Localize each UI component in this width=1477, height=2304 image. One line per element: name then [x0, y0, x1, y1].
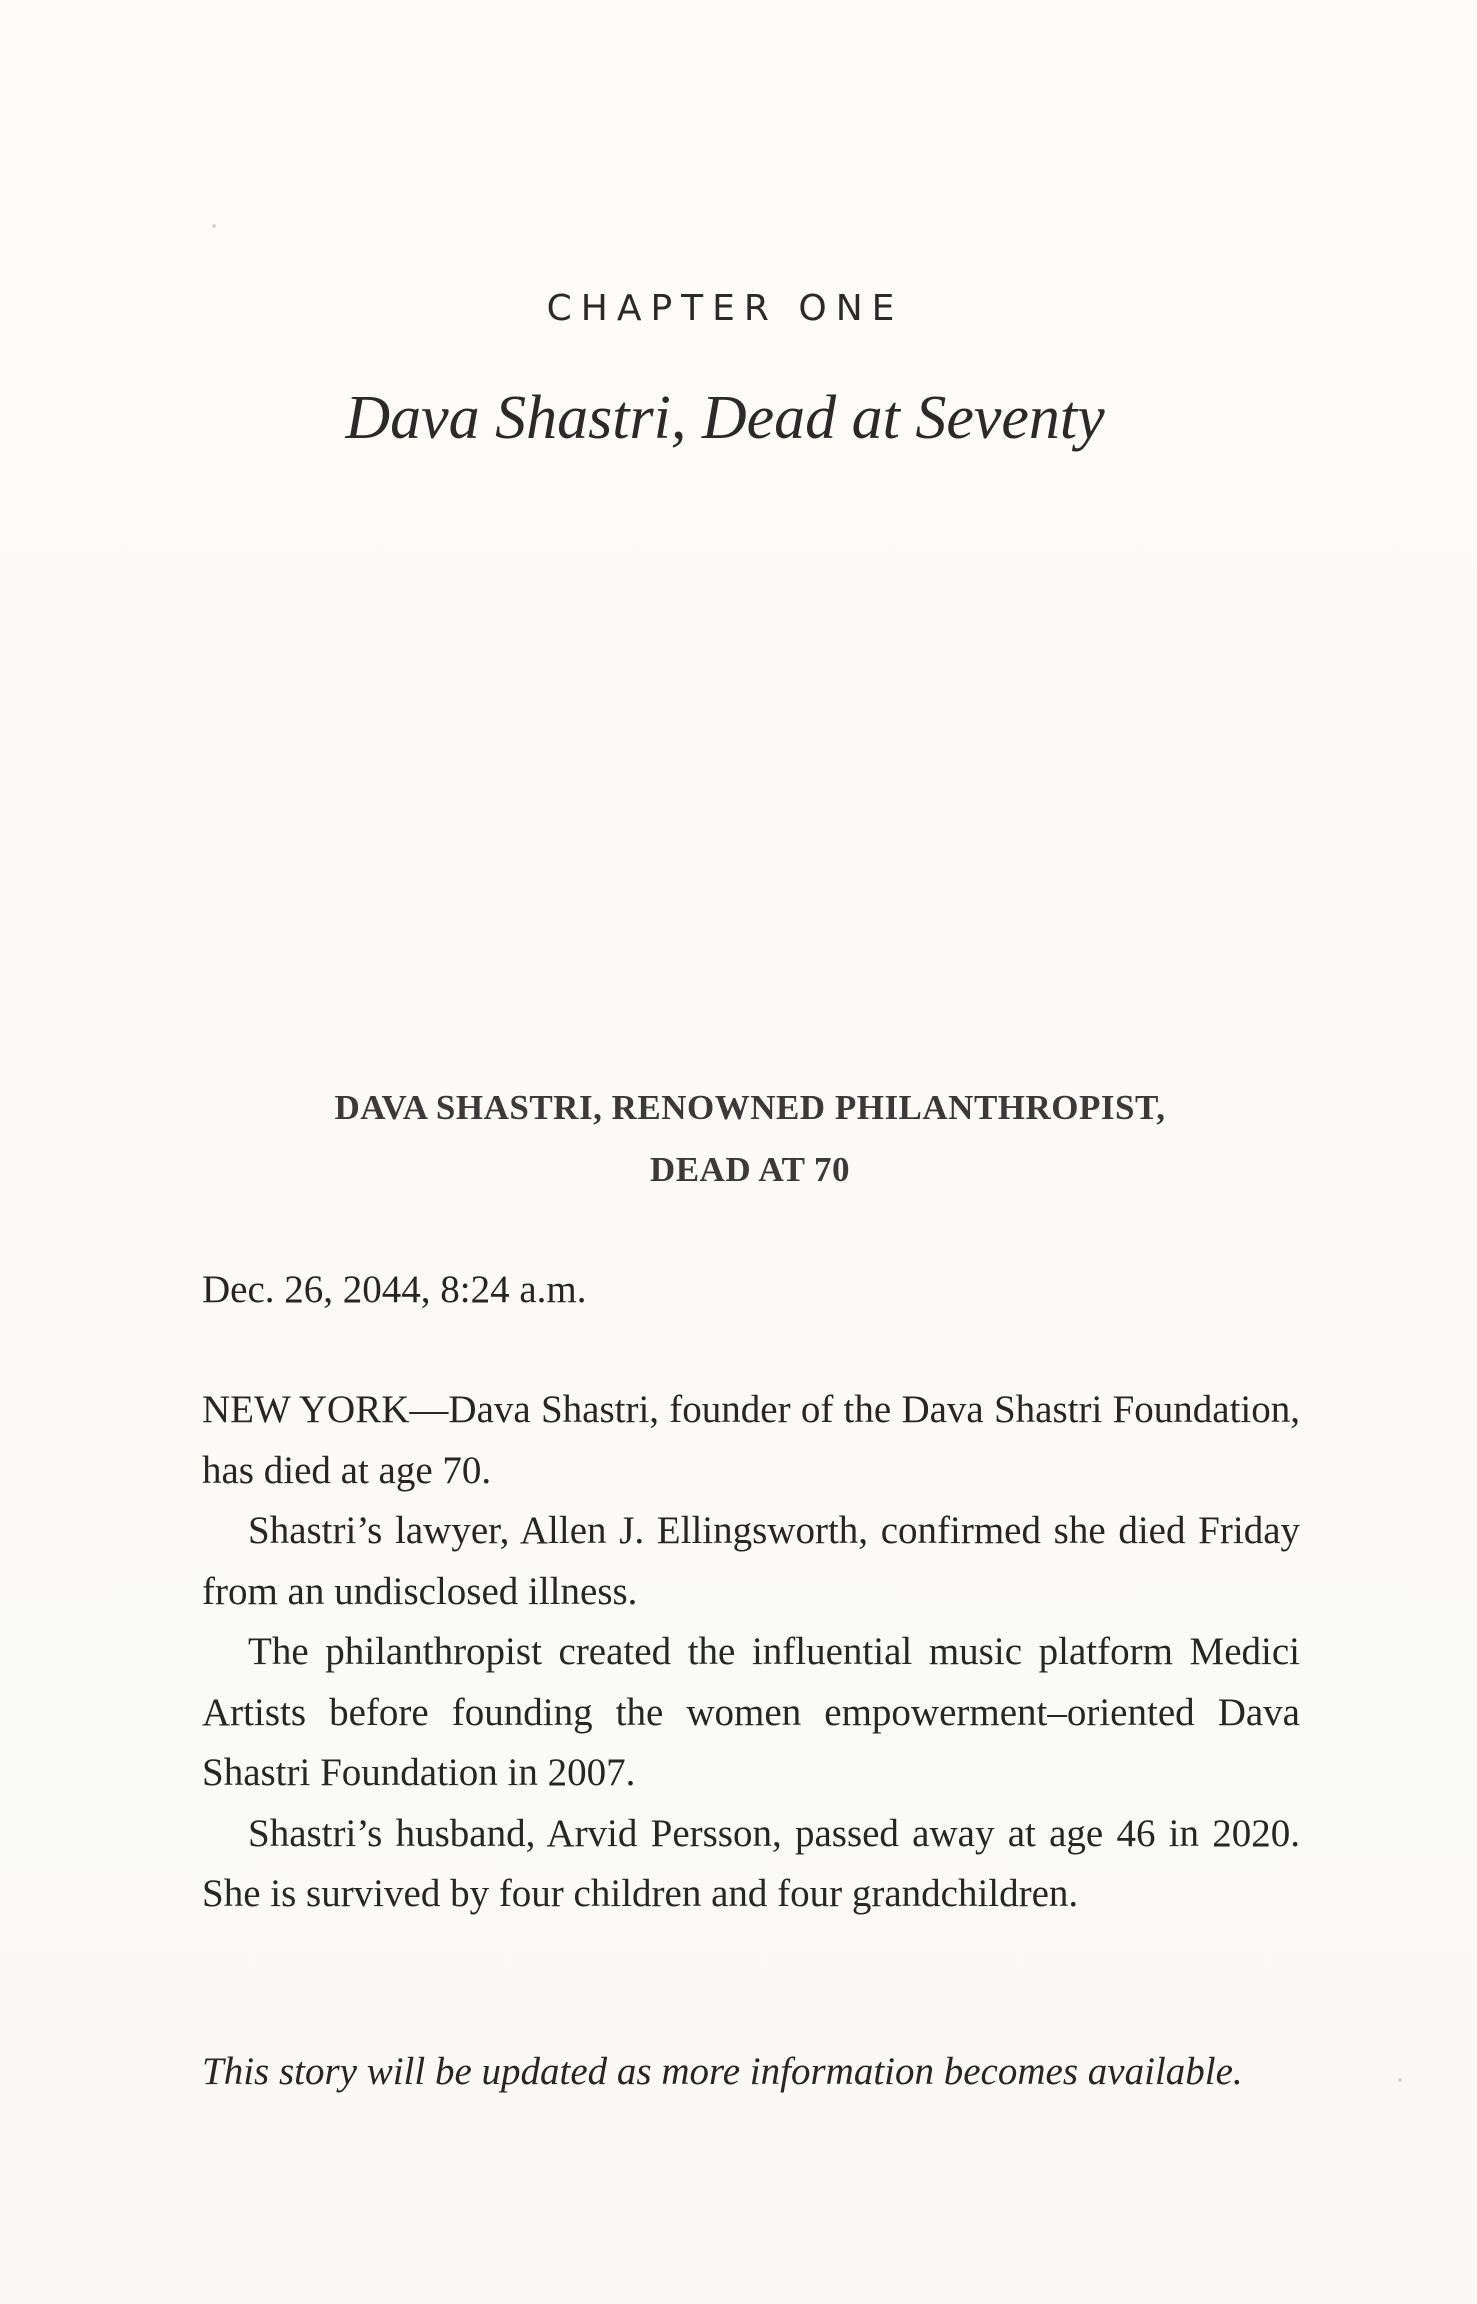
chapter-label: CHAPTER ONE [546, 288, 904, 329]
article-paragraph: The philanthropist created the influential music platform Medici Artists before founding the women empowerment–oriented Dava Shastri Foundation in 2007. [202, 1630, 1300, 1794]
article-paragraph: NEW YORK—Dava Shastri, founder of the Dava Shastri Foundation, has died at age 70. [202, 1388, 1300, 1492]
chapter-title: Dava Shastri, Dead at Seventy [345, 384, 1105, 452]
headline-line-1: DAVA SHASTRI, RENOWNED PHILANTHROPIST, [334, 1088, 1166, 1127]
article-headline [200, 1077, 1300, 1201]
article-body [202, 1380, 1300, 1925]
article-paragraph: Shastri’s husband, Arvid Persson, passed away at age 46 in 2020. She is survived by four children and four grandchildren. [202, 1811, 1300, 1915]
paper-speck [1398, 2078, 1402, 2082]
article-paragraph: Shastri’s lawyer, Allen J. Ellingsworth, confirmed she died Friday from an undisclosed illness. [202, 1509, 1300, 1613]
update-note: This story will be updated as more information becomes available. [202, 2050, 1243, 2093]
headline-line-2: DEAD AT 70 [649, 1150, 851, 1189]
paper-speck [212, 224, 216, 228]
article-dateline: Dec. 26, 2044, 8:24 a.m. [202, 1268, 587, 1311]
